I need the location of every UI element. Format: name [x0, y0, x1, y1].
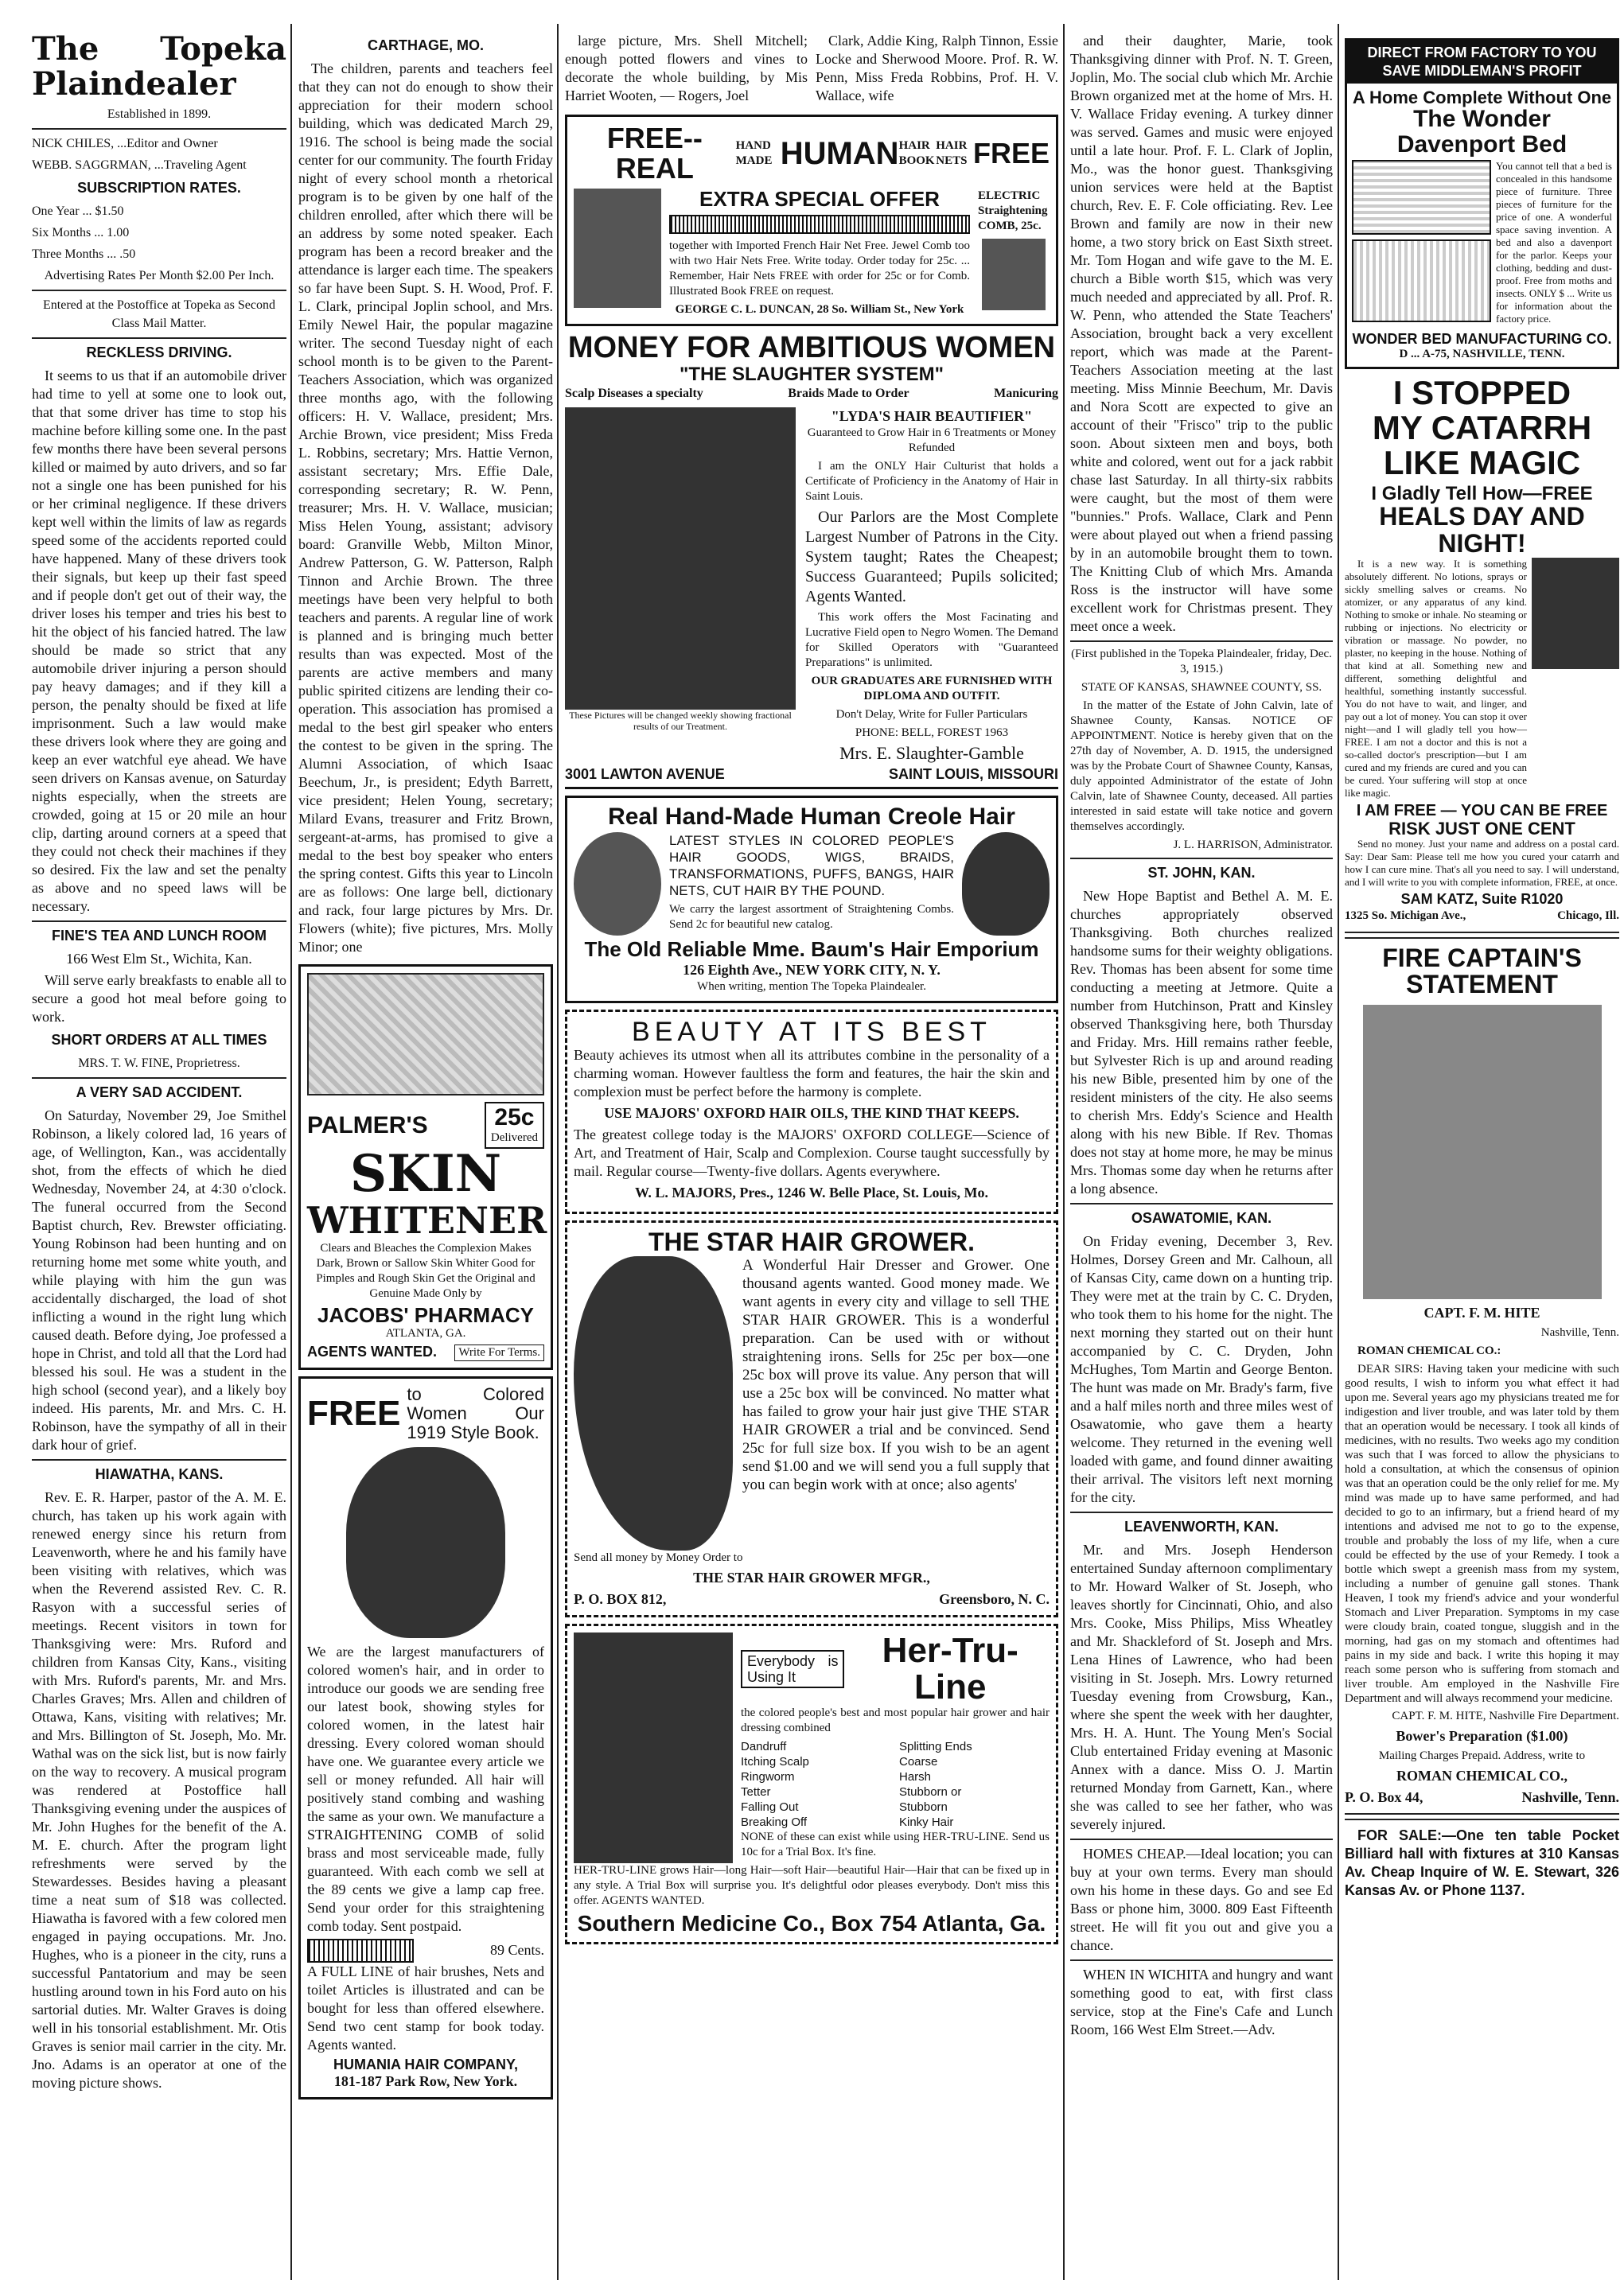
stjohn-body: New Hope Baptist and Bethel A. M. E. churches appropriately observed Thanksgiving. Both churches realized handsome sums for their weighty obligations. Rev. Thomas has been absent for some time conducting a meeting at Jetmore. Quite a number from Hutchinson, Pratt and Kinsley observed Thanksgiving here, both Thursday and Friday. Mrs. Hill remains rather feeble, but Sylvester Rich is up and around reading his new Bible, presented him by one of the resident ministers of the city. He also seems to cherish Mrs. Eddy's Science and Health along with his new Bible. If Rev. Thomas does not stay at home more, he may be minus Mrs. Thomas some day when he returns after a long absence.: [1070, 888, 1333, 1197]
hertru-none: NONE of these can exist while using HER-TRU-LINE. Send us 10c for a Trial Box. It's fine.: [741, 1831, 1050, 1859]
long-hair-illustration: [574, 1256, 733, 1551]
ailment-item: Ringworm: [741, 1770, 795, 1784]
phone: PHONE: BELL, FOREST 1963: [855, 726, 1009, 739]
fines-orders: SHORT ORDERS AT ALL TIMES: [51, 1032, 267, 1048]
humania-line: A FULL LINE of hair brushes, Nets and toilet Articles is illustrated and can be bought for less than offered elsewhere. Send two cent stamp for book today. Agents wanted.: [307, 1963, 544, 2053]
legal-first: (First published in the Topeka Plaindealer, friday, Dec. 3, 1915.): [1071, 648, 1332, 675]
stjohn-head: ST. JOHN, KAN.: [1147, 865, 1256, 881]
risk-body: Send no money. Just your name and address on a postal card. Say: Dear Sam: Please tell me how you cured your catarrh and how I can cure mine. That's all you need to say. I will understand, and I will write to you with complete information, FREE, at once.: [1345, 837, 1619, 888]
beauty-head: BEAUTY AT ITS BEST: [632, 1016, 991, 1047]
catarrh-head1: I STOPPED: [1392, 373, 1571, 411]
rate-line: One Year ... $1.50: [32, 204, 124, 218]
nashville: Nashville, Tenn.: [1540, 1325, 1619, 1339]
palmers-box-illustration: [307, 973, 544, 1095]
legal-sign: J. L. HARRISON, Administrator.: [1173, 839, 1333, 851]
portrait-illustration: [574, 832, 661, 936]
palmers-ad: [298, 964, 553, 1370]
hairstyle-illustration: [962, 832, 1050, 936]
hair-book-illustration: [574, 189, 661, 308]
portrait-photo: [1363, 1005, 1602, 1299]
ailment-item: Harsh: [899, 1770, 932, 1784]
ailment-item: Breaking Off: [741, 1815, 808, 1830]
baum: The Old Reliable Mme. Baum's Hair Emporium: [584, 937, 1039, 962]
free-right: FREE: [972, 136, 1050, 169]
ailment-item: Tetter: [741, 1785, 771, 1800]
hairstyle-illustration: [346, 1447, 505, 1638]
money-head: MONEY FOR AMBITIOUS WOMEN: [567, 330, 1056, 364]
staff-line: NICK CHILES, ...Editor and Owner: [32, 137, 218, 150]
davenport-footer: WONDER BED MANUFACTURING CO.: [1352, 331, 1612, 348]
advert-rates: Advertising Rates Per Month $2.00 Per Inch.: [44, 269, 275, 282]
katz: SAM KATZ, Suite R1020: [1400, 890, 1564, 907]
everybody: Everybody is Using It: [741, 1650, 844, 1688]
star-head: THE STAR HAIR GROWER.: [648, 1228, 976, 1257]
roman2: ROMAN CHEMICAL CO.,: [1396, 1767, 1568, 1784]
extra-offer: EXTRA SPECIAL OFFER: [699, 186, 940, 211]
osawatomie-head: OSAWATOMIE, KAN.: [1131, 1210, 1272, 1226]
offer-addr: GEORGE C. L. DUNCAN, 28 So. William St., New York: [675, 302, 964, 316]
risk: RISK JUST ONE CENT: [1388, 818, 1575, 839]
graduates: OUR GRADUATES ARE FURNISHED WITH DIPLOMA AND OUTFIT.: [811, 674, 1053, 702]
osawatomie-body: On Friday evening, December 3, Rev. Holmes, Dorsey Green and Mr. Calhoun, all of Kansas City, came down on a hunting trip. They were met at the train by C. C. Dryden, who took them to his home for the night. The next morning they started out on their hunt accompanied by C. C. Dryden, John McHughes, Tom Martin and George Benton. The hunt was made on Mr. Brady's farm, five and a half miles north and three miles west of Osawatomie, who gave them a hearty welcome. They returned in the evening well loaded with game, and found dinner awaiting their arrival. The visitors left next morning for the city.: [1070, 1233, 1333, 1505]
comb-price: 89 Cents.: [489, 1942, 544, 1959]
star-ad: [565, 1220, 1058, 1617]
palmers-title: PALMER'S: [307, 1111, 428, 1138]
southern: Southern Medicine Co., Box 754 Atlanta, Ga.: [577, 1911, 1046, 1936]
slaughter-p3: This work offers the Most Facinating and Lucrative Field open to Negro Women. The Demand for Skilled Operators with "Guaranteed Preparations" is unlimited.: [805, 610, 1058, 669]
column-5: [1345, 32, 1619, 2283]
free-text: to Colored Women Our 1919 Style Book.: [407, 1383, 544, 1442]
ailment-item: Falling Out: [741, 1800, 799, 1815]
offer-body: together with Imported French Hair Net Free. Jewel Comb too with two Hair Nets Free. Write today. Order today for 25c. ... Remember, Hair Nets FREE with order for 25c or for Comb. Illustrated Book FREE on request.: [669, 239, 970, 298]
free-catarrh: I AM FREE — YOU CAN BE FREE: [1356, 801, 1608, 819]
comb-icon: [307, 1939, 414, 1963]
stlouis: SAINT LOUIS, MISSOURI: [888, 765, 1058, 782]
staff-line: WEBB. SAGGRMAN, ...Traveling Agent: [32, 158, 247, 172]
davenport-ad: [1345, 38, 1619, 369]
manicuring: Manicuring: [994, 386, 1058, 400]
roman: ROMAN CHEMICAL CO.:: [1357, 1344, 1501, 1357]
mailing: Mailing Charges Prepaid. Address, write to: [1378, 1749, 1586, 1762]
carthage-cont-right: Clark, Addie King, Ralph Tinnon, Essie Locke and Sherwood Moore. Prof. R. W. Penn, Miss Freda Robbins, Prof. H. V. Wallace, wife: [816, 33, 1058, 103]
slaughter-p1: I am the ONLY Hair Culturist that holds a Certificate of Proficiency in the Anatomy of Hair in Saint Louis.: [805, 459, 1058, 503]
bed-illustration: [1352, 239, 1491, 322]
masthead: The Topeka Plaindealer: [32, 32, 286, 103]
column-4: [1070, 32, 1333, 2283]
carthage-head: CARTHAGE, MO.: [368, 37, 484, 53]
hertru-title: Her-Tru-Line: [882, 1631, 1018, 1707]
majors-addr: W. L. MAJORS, Pres., 1246 W. Belle Place, St. Louis, Mo.: [634, 1185, 988, 1201]
majors-body: The greatest college today is the MAJORS' OXFORD COLLEGE—Science of Art, and Treatment of Hair, Scalp and Complexion. Course taught successfully by mail. Regular course—Twenty-five dollars. Agents everywhere.: [574, 1127, 1050, 1180]
column-rule: [290, 24, 292, 2280]
photo-caption: These Pictures will be changed weekly showing fractional results of our Treatment.: [569, 709, 792, 732]
carthage-cont-left: large picture, Mrs. Shell Mitchell; enough potted flowers and vines to decorate the whole building, by Mis Harriet Wooten, — Rogers, Joel: [565, 33, 808, 103]
baum-mention: When writing, mention The Topeka Plaindealer.: [697, 979, 926, 993]
home-complete: A Home Complete Without One: [1352, 88, 1612, 107]
star-mfgr: THE STAR HAIR GROWER MFGR.,: [693, 1570, 930, 1586]
palmers-delivered: Delivered: [490, 1130, 538, 1144]
humania-body: We are the largest manufacturers of colored women's hair, and in order to introduce our goods we are sending free our latest book, showing styles for colored women, in the latest hair dressing. Every colored woman should have one. We guarantee every article we sell or money refunded. All hair will positively stand combing and washing the same as your own. We manufacture a STRAIGHTENING COMB of solid brass and most serviceable made, fully guaranteed. With each comb we sell at the 89 cents we give a lamp cap free. Send your order for this straightening comb today. Sent postpaid.: [307, 1643, 544, 1934]
fire-head: FIRE CAPTAIN'S STATEMENT: [1382, 943, 1582, 999]
leavenworth-body: Mr. and Mrs. Joseph Henderson entertained Sunday afternoon complimentary to Mr. Howard Walker of St. Joseph, who leaves shortly for Cincinnati, Ohio, and also Mrs. Cooke, Miss Philips, Miss Wheatley and Mr. Shackleford of St. Joseph and Mrs. Lena Hines of Lawrence, who had been visiting in St. Joseph. Mrs. Lowry returned Tuesday evening from Crowsburg, Kan., where she spent the week with her daughter, Mrs. H. A. Hunt. The Young Men's Social Club entertained Friday evening at Masonic Annex with a dance. Miss O. J. Martin returned Monday from Garnett, Kan., where she was called to see her father, who was severely injured.: [1070, 1542, 1333, 1832]
reckless-head: RECKLESS DRIVING.: [86, 344, 232, 360]
majors-line: USE MAJORS' OXFORD HAIR OILS, THE KIND THAT KEEPS.: [604, 1105, 1019, 1122]
palmers-whitener: WHITENER: [307, 1198, 547, 1242]
wichita-ad: WHEN IN WICHITA and hungry and want something good to eat, with first class service, stop at the Fine's Cafe and Lunch Room, 166 West Elm Street.—Adv.: [1070, 1967, 1333, 2037]
free-real: FREE--REAL: [606, 122, 703, 185]
column-1: [32, 32, 286, 2283]
palmers-write: Write For Terms.: [454, 1345, 544, 1361]
for-sale: FOR SALE:—One ten table Pocket Billiard hall with fixtures at 310 Kansas Av. Cheap Inquire of W. E. Stewart, 326 Kansas Av. or Phone 1137.: [1345, 1827, 1619, 1898]
nashville2: Nashville, Tenn.: [1521, 1788, 1619, 1805]
free-big: FREE: [307, 1393, 401, 1433]
beauty-body: Beauty achieves its utmost when all its attributes combine in the personality of a charming woman. However faultless the form and features, the hair the skin and complexion must be perfect before the harmony is complete.: [574, 1047, 1050, 1100]
comb-illustration: [669, 215, 970, 234]
human-label: HUMAN: [780, 135, 899, 171]
creole-combs: We carry the largest assortment of Straightening Combs. Send 2c for beautiful new catalog.: [669, 903, 954, 932]
star-send: Send all money by Money Order to: [574, 1551, 743, 1565]
free-real-human-ad: [565, 115, 1058, 326]
bowers: Bower's Preparation ($1.00): [1396, 1727, 1568, 1744]
heals: HEALS DAY AND NIGHT!: [1379, 502, 1585, 558]
hertru-grows: HER-TRU-LINE grows Hair—long Hair—soft Hair—beautiful Hair—Hair that can be fixed up in any style. A Trial Box will surprise you. It's delightful odor pleases everybody. Don't miss this offer. AGENTS WANTED.: [574, 1864, 1050, 1908]
katz-addr: 1325 So. Michigan Ave.,: [1345, 909, 1466, 922]
ailment-item: Stubborn: [899, 1800, 948, 1815]
baum-addr: 126 Eighth Ave., NEW YORK CITY, N. Y.: [683, 961, 941, 978]
fines-prop: MRS. T. W. FINE, Proprietress.: [78, 1057, 240, 1070]
treatment-photo: [565, 407, 796, 710]
davenport-addr: D ... A-75, NASHVILLE, TENN.: [1399, 347, 1565, 360]
palmers-skin: SKIN: [349, 1143, 502, 1204]
scalp-specialty: Scalp Diseases a specialty: [565, 386, 703, 400]
homes-cheap: HOMES CHEAP.—Ideal location; you can buy at your own terms. Every man should own his home in these days. Go and see Ed Bass or phone him, 3000. 809 East Fifteenth street. He will fit you out and give you a chance.: [1070, 1846, 1333, 1953]
hiawatha-body: Rev. E. R. Harper, pastor of the A. M. E. church, has taken up his work again with renewed energy since his return from Leavenworth, where he and his family have been visiting with relatives, which was when the Reverend assisted Rev. C. R. Rasyon with a successful series of meetings. Recent visitors in town for Thanksgiving were: Mrs. Ruford and children from Kansas City, Kans., visiting with Mrs. Ruford's parents, Mr. and Mrs. Charles Graves; Mrs. Allen and children of Ottawa, Kans, visiting with relatives; Mr. and Mrs. Billington of St. Joseph, Mo. Mr. Wathal was on the sick list, but is now fairly on the way to recovery. A musical program was rendered at Postoffice hall Thanksgiving evening under the auspices of Mr. John Hughes for the benefit of the A. M. E. church. After the program light refreshments were served by the Stewardesses. Besides having a pleasant time a neat sum of $18 was collected. Hiawatha is favored with a few colored men engaged in paying occupations. Mr. Jno. Hughes, who is a pioneer in the city, runs a successful Pantatorium and may be seen hustling around town in his Ford auto on his sartorial duties. Mr. Walter Graves is doing well in his tonsorial establishment. Mr. Otis Graves is senior mail carrier in the city. Mr. Jno. Adams is an operator at one of the moving picture shows.: [32, 1489, 286, 2091]
ailment-item: Itching Scalp: [741, 1755, 809, 1769]
star-pobox: P. O. BOX 812,: [574, 1591, 667, 1608]
hertru-ad: [565, 1624, 1058, 1944]
hair-nets: HAIR NETS: [936, 138, 968, 167]
column-3: [565, 32, 1058, 2283]
ailment-item: Coarse: [899, 1755, 938, 1769]
portrait-illustration: [982, 239, 1046, 310]
hair-book: HAIR BOOK: [898, 138, 935, 167]
ailment-item: Kinky Hair: [899, 1815, 954, 1830]
established: Established in 1899.: [107, 107, 212, 121]
sofa-illustration: [1352, 160, 1491, 235]
davenport-body: You cannot tell that a bed is concealed in this handsome piece of furniture. Three pieces of furniture for the price of one. A wonderful space saving invention. A bed and also a davenport for the parlor. Keeps your clothing, bedding and dust-proof. Free from moths and insects. ONLY $ ... Write us for information about the factory price.: [1496, 160, 1612, 325]
sad-head: A VERY SAD ACCIDENT.: [76, 1084, 243, 1100]
reckless-body: It seems to us that if an automobile driver had time to yell at some one to look out, that that some driver has time to stop his machine before killing some one. In the past few months there have been several persons killed or maimed by auto drivers, and so far not a single one has been punished for his or her criminal negligence. If these drivers kept well within the limits of law as regards speed some of the accidents reported could have happened. Many of these drivers took their signals, but keep up their fast speed and if people don't get out of their way, the driver loses his temper and tries his best to hit the object of his fancied hatred. The law should be made so strict that any automobile driver injuring a person should pay heavy damages; and if they kill a person, the penalty should be fixed at life imprisonment. Such a law would make these drivers look where they are going and keep an ever watchful eye ahead. We have seen drivers on Kansas avenue, on Saturday nights especially, when the streets are crowded, going at 15 or 20 mile an hour clip, darting around corners at a speed that they could not check their machines if they so desired. Fix the law and set the penalty as above and no speed laws will be necessary.: [32, 368, 286, 914]
delay: Don't Delay, Write for Fuller Particulars: [835, 707, 1028, 721]
hertru-desc: the colored people's best and most popular hair grower and hair dressing combined: [741, 1706, 1050, 1735]
col4-body1: and their daughter, Marie, took Thanksgiving dinner with Prof. N. T. Green, Joplin, Mo. The social club which Mr. Archie Brown organized met at the home of Mrs. H. V. Wallace Friday evening. A turkey dinner was served. Games and music were enjoyed until a late hour. Prof. F. L. Clark of Joplin, Mo., was the honor guest. Thanksgiving union services were held at the Baptist church, Rev. E. F. Cole officiating. Rev. Lee Brown and family are now in their new home, a two story brick on East Sixth street. Mr. Tom Hogan and wife gave to the M. E. church a Bible worth $15, which was very much needed and appreciated by all. Prof. R. W. Penn, who attended the State Teachers' Association, brought back a very excellent report, which was made at the Parent-Teachers Association meeting at the last meeting. Miss Minnie Beechum, Mr. Davis and Nora Scott are expected to give an account of their "Frisco" trip to the public soon. About sixteen men and boys, both white and colored, went out for a jack rabbit chase last Saturday. In all thirty-six rabbits were caught, but the most of them were "bunnies." Profs. Wallace, Clark and Penn were about played out when a friend passing by in an automobile brought them to town. The Knitting Club of which Mrs. Amanda Ross is the instructor will have some excellent work for Christmas present. They meet once a week.: [1070, 33, 1333, 634]
humania-ad: [298, 1376, 553, 2099]
lyda-beautifier: "LYDA'S HAIR BEAUTIFIER": [831, 407, 1033, 424]
leavenworth-head: LEAVENWORTH, KAN.: [1124, 1519, 1279, 1535]
star-city: Greensboro, N. C.: [939, 1591, 1050, 1608]
slaughter-ad: [565, 330, 1058, 789]
hand-made: HAND MADE: [735, 138, 773, 167]
fines-head: FINE'S TEA AND LUNCH ROOM: [52, 928, 267, 944]
creole-head: Real Hand-Made Human Creole Hair: [608, 803, 1015, 830]
letter-sign: CAPT. F. M. HITE, Nashville Fire Department.: [1392, 1709, 1619, 1722]
pobox: P. O. Box 44,: [1345, 1788, 1423, 1805]
palmers-agents: AGENTS WANTED.: [307, 1343, 438, 1360]
slaughter-p2: Our Parlors are the Most Complete Largest Number of Patrons in the City. System taught; Rates the Cheapest; Success Guaranteed; Pupils solicited; Agents Wanted.: [805, 508, 1058, 605]
catarrh-body: It is a new way. It is something absolutely different. No lotions, sprays or sickly smelling salves or creams. No atomizer, or any apparatus of any kind. Nothing to smoke or inhale. No steaming or rubbing or injections. No electricity or vibration or massage. No powder, no plaster, no keeping in the house. Nothing of that kind at all. Something new and different, something delightful and healthful, something instantly successful. You do not have to wait, and linger, and pay out a lot of money. You can stop it over night—and I will gladly tell you how—FREE. I am not a doctor and this is not a so-called doctor's prescription—but I am cured and my friends are cured and you can be cured. Your suffering will stop at once like magic.: [1345, 557, 1527, 799]
lawton: 3001 LAWTON AVENUE: [565, 765, 725, 782]
column-rule: [1338, 24, 1339, 2280]
star-body: A Wonderful Hair Dresser and Grower. One thousand agents wanted. Good money made. We want agents in every city and village to sell THE STAR HAIR GROWER. This is a wonderful preparation. Can be used with or without straightening irons. Sells for 25c per box—one 25c box will prove its value. Any person that will use a 25c box will be convinced. No matter what has failed to grow your hair just give THE STAR HAIR GROWER a trial and be convinced. Send 25c for full size box. If you wish to be an agent send $1.00 and we will send you a full supply that you can begin work with at once; also agents': [742, 1257, 1050, 1494]
palmers-city: ATLANTA, GA.: [385, 1326, 466, 1340]
catarrh-head3: LIKE MAGIC: [1383, 444, 1581, 482]
rate-line: Three Months ... .50: [32, 247, 136, 261]
portrait-illustration: [574, 1632, 733, 1863]
hiawatha-head: HIAWATHA, KANS.: [95, 1466, 224, 1482]
humania-name: HUMANIA HAIR COMPANY,: [333, 2056, 518, 2072]
portrait-photo: [1532, 558, 1619, 669]
slaughter-system: "THE SLAUGHTER SYSTEM": [679, 363, 944, 385]
humania-addr: 181-187 Park Row, New York.: [333, 2072, 518, 2089]
ailment-item: Splitting Ends: [899, 1740, 972, 1754]
legal-state: STATE OF KANSAS, SHAWNEE COUNTY, SS.: [1081, 681, 1322, 694]
majors-ad: [565, 1010, 1058, 1215]
creole-ad: [565, 796, 1058, 1003]
letter: DEAR SIRS: Having taken your medicine with such good results, I wish to inform you what effect it had upon me. Several years ago my physicians treated me for indigestion and liver trouble, and was later told by them that an operation would be necessary. I took all kinds of medicines, with no results. Two weeks ago my condition was such that I was forced to allow the physicians to hold a consultation, at which the consensus of opinion was that an operation could be the only relief for me. My mind was made up to have same performed, and had decided to go to an infirmary, but a friend heard of my intentions and advised me not to go to the expense, trouble and probably the loss of my life, when a cure could be effected by the use of your Remedy. I took a bottle which swept a greenish mass from my system, including a number of genuine gall stones. Thank Heaven, I took my friend's advice and your wonderful Stomach and Liver Preparation. Symptoms in my case were cloudy brain, coated tongue, sluggish and in the morning, had gas on my stomach and oftentimes had pains in my side and back. I write this hoping it may reach some person who is suffering from stomach and liver trouble. Am employed in the Nashville Fire Department and will always recommend your medicine.: [1345, 1362, 1619, 1705]
column-2: [298, 32, 553, 2283]
ailment-item: Stubborn or: [899, 1785, 962, 1800]
gamble: Mrs. E. Slaughter-Gamble: [839, 742, 1024, 763]
davenport-title: The Wonder Davenport Bed: [1396, 106, 1568, 158]
katz-city: Chicago, Ill.: [1557, 909, 1619, 922]
subscription-head: SUBSCRIPTION RATES.: [77, 180, 241, 196]
braids: Braids Made to Order: [788, 386, 909, 400]
gladly: I Gladly Tell How—FREE: [1371, 483, 1593, 505]
column-rule: [1063, 24, 1065, 2280]
catarrh-ad: [1345, 373, 1619, 925]
portrait-caption: CAPT. F. M. HITE: [1423, 1304, 1540, 1321]
rate-line: Six Months ... 1.00: [32, 226, 130, 239]
palmers-maker: JACOBS' PHARMACY: [317, 1302, 534, 1327]
entered-notice: Entered at the Postoffice at Topeka as Second Class Mail Matter.: [43, 298, 275, 330]
direct-banner: DIRECT FROM FACTORY TO YOU SAVE MIDDLEMAN'S PROFIT: [1347, 41, 1617, 84]
fines-body: Will serve early breakfasts to enable all to secure a good hot meal before going to work.: [32, 972, 286, 1025]
legal-body: In the matter of the Estate of John Calvin, late of Shawnee County, Kansas. NOTICE OF APPOINTMENT. Notice is hereby given that on the 27th day of November, A. D. 1915, the undersigned was by the Probate Court of Shawnee County, Kansas, duly appointed Administrator of the estate of John Calvin, late of Shawnee County, deceased. All parties interested in said estate will take notice and govern themselves accordingly.: [1070, 699, 1333, 833]
catarrh-head2: MY CATARRH: [1372, 409, 1592, 447]
sad-body: On Saturday, November 29, Joe Smithel Robinson, a likely colored lad, 16 years of age, of Wellington, Kan., was accidentally shot, from the effects of which he died Wednesday, November 24, at 4:30 o'clock. The funeral occurred from the Second Baptist church, Rev. Brewster officiating. Young Robinson had been hunting and on returning home met some white youth, and while playing with him the gun was accidentally discharged, the load of shot inflicting a wound in the right lung which caused death. Before dying, Joe professed a hope in Christ, and told all that the Lord had blessed his soul. He was a student in the high school (second year), and a likely boy indeed. His parents, Mr. and Mrs. C. H. Robinson, have the sympathy of all in their dark hour of grief.: [32, 1107, 286, 1453]
ailment-item: Dandruff: [741, 1740, 787, 1754]
creole-body: LATEST STYLES IN COLORED PEOPLE'S HAIR GOODS, WIGS, BRAIDS, TRANSFORMATIONS, PUFFS, BANGS, HAIR NETS, CUT HAIR BY THE POUND.: [669, 833, 954, 899]
carthage-body: The children, parents and teachers feel that they can not do enough to show their appreciation for their modern school building, which was dedicated March 29, 1916. The school is being made the social center for our community. The fourth Friday night of every school month a rhetorical program is to be given by one half of the children enrolled, after which there will be an address by some noted speaker. Each program has been a record breaker and the attendance is larger each time. The speakers so far have been Supt. S. H. Wood, Prof. F. L. Clark, principal Joplin school, and Mrs. Emily Newel Hair, the popular magazine writer. The second Tuesday night of each school month is to be given to the Parent-Teachers Association, which was organized three months ago, with the following officers: H. V. Wallace, president; Mrs. Archie Brown, vice president; Miss Freda L. Robbins, secretary; Mrs. Hattie Vernon, assistant secretary; Mrs. Effie Dale, corresponding secretary; R. W. Penn, treasurer; Mrs. H. V. Wallace, musician; Miss Helen Young, assistant; advisory board: Granville Webb, Milton Minor, Andrew Patterson, G. W. Patterson, Ralph Tinnon and Archie Brown. The three meetings have been very helpful to both teachers and parents. A regular line of work is planned and is bringing much better results than was expected. Most of the parents are active members and many public spirited citizens are lending their co-operation. This association has promised a medal to the best girl speaker who enters the contest to be given in the spring. The Alumni Association, of which Isaac Beechum, Jr., is president; Edyth Barrett, vice president; Helen Young, secretary; Milard Evans, treasurer and Fritz Brown, sergeant-at-arms, has promised to give a medal to the best boy speaker who enters the spring contest. Gifts this year to Lincoln are as follows: One large bell, dictionary and rack, four large pictures by Mrs. Dr. Flowers (white); five pictures, Mrs. Molly Minor; one: [298, 60, 553, 955]
palmers-price: 25c: [494, 1104, 535, 1130]
column-rule: [557, 24, 559, 2280]
ailment-lists: [741, 1739, 1050, 1830]
guaranteed: Guaranteed to Grow Hair in 6 Treatments or Money Refunded: [807, 426, 1057, 454]
palmers-body: Clears and Bleaches the Complexion Makes Dark, Brown or Sallow Skin Whiter Good for Pimples and Rough Skin Get the Original and Genuine Made Only by: [316, 1241, 535, 1300]
electric-comb: ELECTRIC Straightening COMB, 25c.: [978, 189, 1048, 232]
fines-addr: 166 West Elm St., Wichita, Kan.: [66, 951, 252, 967]
